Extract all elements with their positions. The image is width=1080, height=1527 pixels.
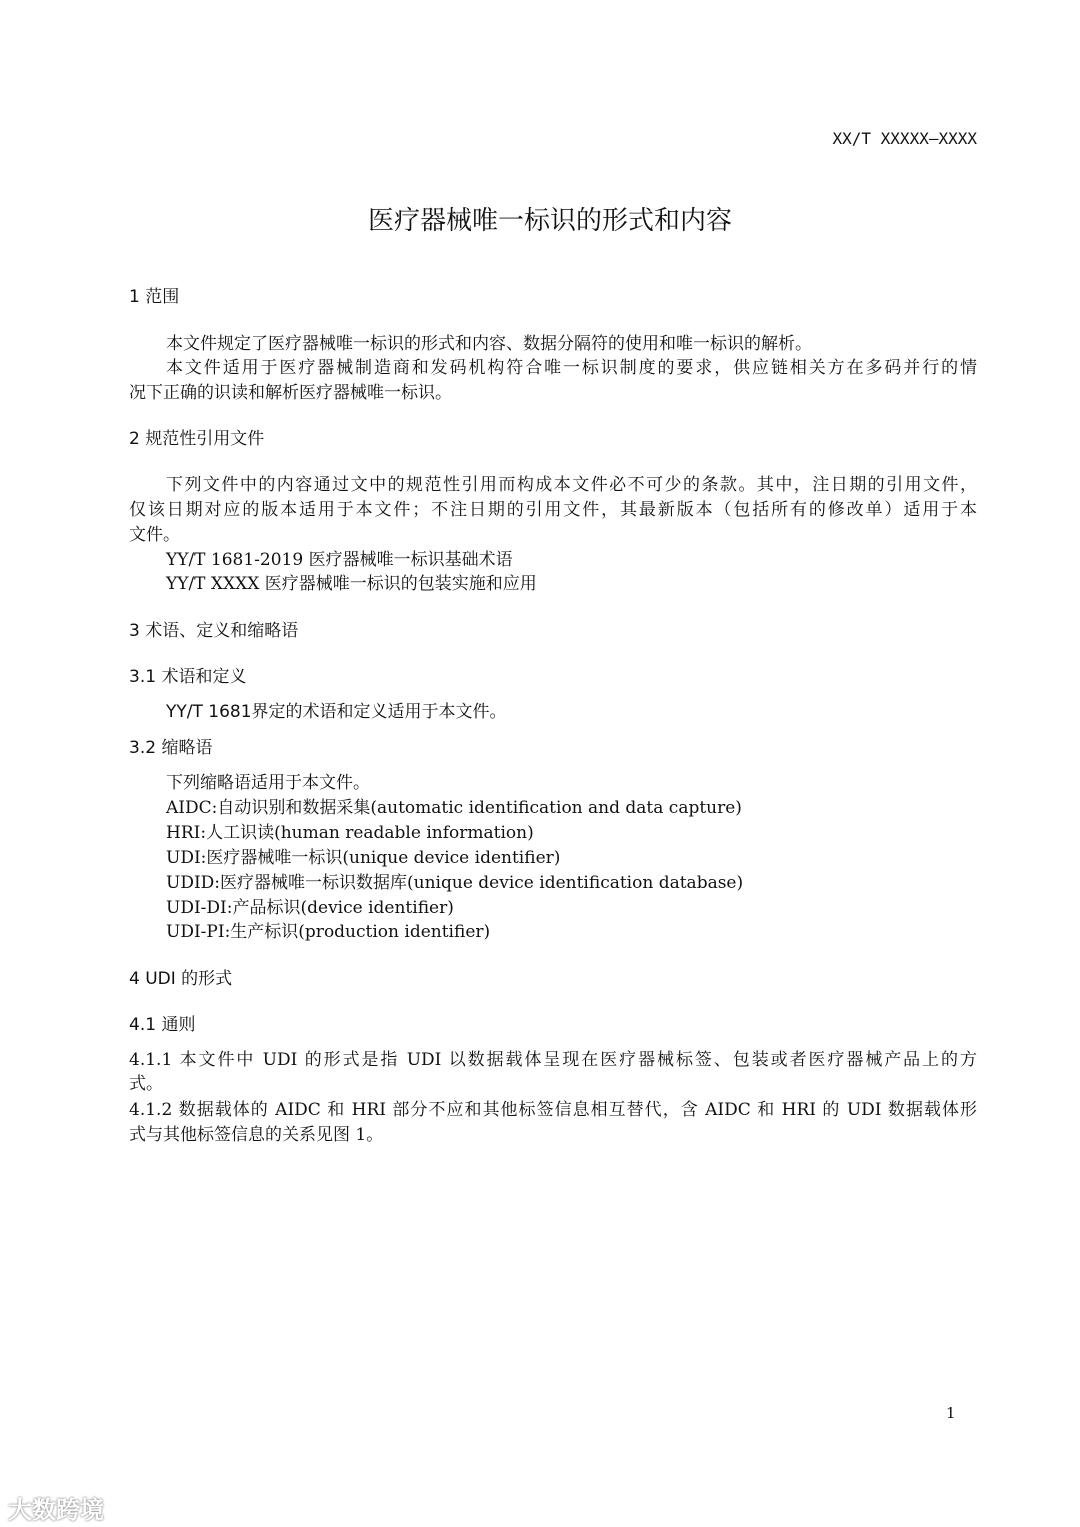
section-3-2-heading: 3.2 缩略语	[129, 738, 213, 758]
abbreviation-item: UDID:医疗器械唯一标识数据库(unique device identification database)	[166, 873, 744, 893]
page-number: 1	[946, 1404, 956, 1422]
paragraph-line: 式。	[129, 1074, 163, 1094]
paragraph-line: YY/T 1681界定的术语和定义适用于本文件。	[166, 702, 507, 722]
paragraph-line: 文件。	[129, 525, 180, 545]
abbreviation-item: HRI:人工识读(human readable information)	[166, 823, 534, 843]
paragraph-line: 下列缩略语适用于本文件。	[166, 773, 370, 793]
paragraph-line: 下列文件中的内容通过文中的规范性引用而构成本文件必不可少的条款。其中，注日期的引用文件，	[166, 475, 977, 495]
section-3-1-heading: 3.1 术语和定义	[129, 667, 247, 687]
paragraph-line: 本文件规定了医疗器械唯一标识的形式和内容、数据分隔符的使用和唯一标识的解析。	[166, 334, 812, 354]
paragraph-line: 仅该日期对应的版本适用于本文件；不注日期的引用文件，其最新版本（包括所有的修改单）适用于本	[129, 500, 977, 520]
document-code: XX/T XXXXX—XXXX	[832, 129, 977, 148]
abbreviation-item: UDI:医疗器械唯一标识(unique device identifier)	[166, 848, 561, 868]
clause-4-1-2: 4.1.2 数据载体的 AIDC 和 HRI 部分不应和其他标签信息相互替代，含 AIDC 和 HRI 的 UDI 数据载体形	[129, 1100, 977, 1120]
reference-item: YY/T 1681-2019 医疗器械唯一标识基础术语	[166, 550, 513, 570]
clause-4-1-1: 4.1.1 本文件中 UDI 的形式是指 UDI 以数据载体呈现在医疗器械标签、包装或者医疗器械产品上的方	[129, 1050, 977, 1070]
section-3-heading: 3 术语、定义和缩略语	[129, 621, 299, 641]
watermark-text: 大数跨境	[8, 1496, 104, 1524]
paragraph-line: 况下正确的识读和解析医疗器械唯一标识。	[129, 383, 452, 403]
section-2-heading: 2 规范性引用文件	[129, 429, 265, 449]
section-4-heading: 4 UDI 的形式	[129, 969, 233, 989]
watermark-logo	[8, 1490, 104, 1525]
reference-item: YY/T XXXX 医疗器械唯一标识的包装实施和应用	[166, 574, 537, 594]
paragraph-line: 式与其他标签信息的关系见图 1。	[129, 1125, 384, 1145]
abbreviation-item: AIDC:自动识别和数据采集(automatic identification and data capture)	[166, 798, 742, 818]
abbreviation-item: UDI-DI:产品标识(device identifier)	[166, 898, 454, 918]
paragraph-line: 本文件适用于医疗器械制造商和发码机构符合唯一标识制度的要求，供应链相关方在多码并行的情	[166, 358, 977, 378]
page-title: 医疗器械唯一标识的形式和内容	[367, 206, 732, 236]
abbreviation-item: UDI-PI:生产标识(production identifier)	[166, 922, 491, 942]
section-1-heading: 1 范围	[129, 287, 180, 307]
section-4-1-heading: 4.1 通则	[129, 1015, 196, 1035]
